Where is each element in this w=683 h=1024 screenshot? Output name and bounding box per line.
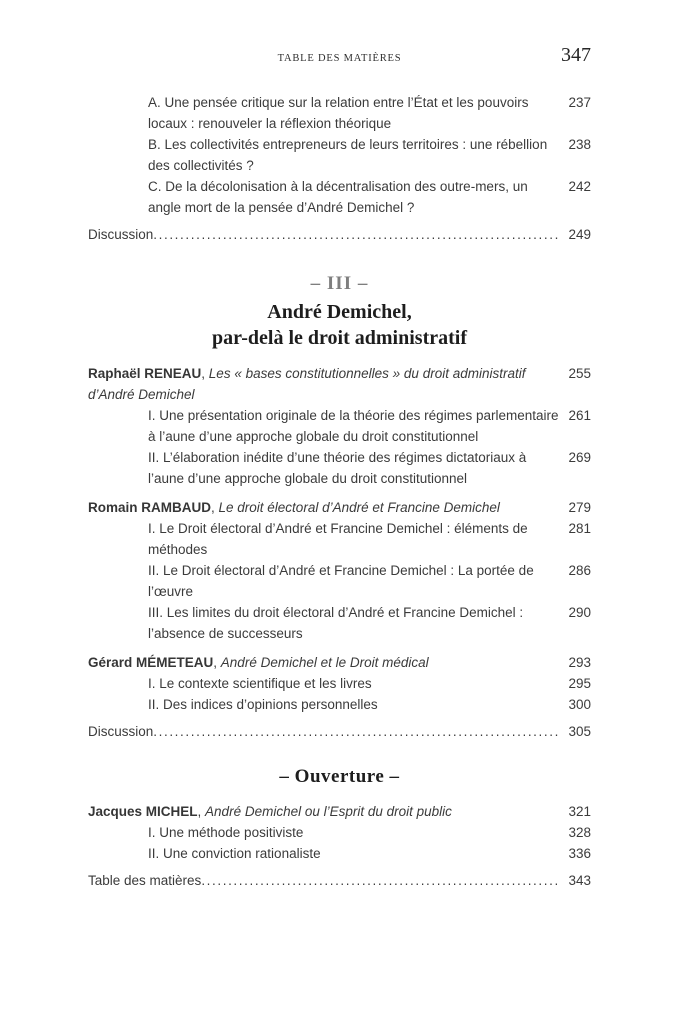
part-title-line: par-delà le droit administratif <box>212 327 467 349</box>
toc-author-name: Gérard MÉMETEAU <box>88 655 214 670</box>
toc-entry <box>88 822 591 843</box>
toc-entry-text: C. De la décolonisation à la décentralisation des outre-mers, un angle mort de la pensée d’André Demichel ? <box>148 179 528 215</box>
toc-entry <box>88 870 591 891</box>
running-title: TABLE DES MATIÈRES <box>277 53 402 64</box>
toc-entry-text: II. L’élaboration inédite d’une théorie des régimes dictatoriaux à l’aune d’une approche globale du droit constitutionnel <box>148 450 527 486</box>
toc-entry-text: Gérard MÉMETEAU, André Demichel et le Droit médical <box>88 655 429 670</box>
part-heading <box>88 273 591 351</box>
toc-entry-page-number: 328 <box>568 825 591 840</box>
toc-entry <box>88 224 591 245</box>
toc-entry-text: Jacques MICHEL, André Demichel ou l’Esprit du droit public <box>88 804 452 819</box>
toc-author-name: Romain RAMBAUD <box>88 500 211 515</box>
toc-work-title: Le droit électoral d’André et Francine Demichel <box>218 500 500 515</box>
toc-entry-page-number: 269 <box>568 450 591 465</box>
toc-entry-page-number: 279 <box>568 500 591 515</box>
toc-work-title: Les « bases constitutionnelles » du droit administratif d’André Demichel <box>88 366 526 402</box>
toc-entry-page-number: 300 <box>568 697 591 712</box>
toc-entry-page-number: 281 <box>568 521 591 536</box>
dot-leader <box>201 870 561 891</box>
toc-entry-text: Table des matières <box>88 873 202 888</box>
table-of-contents <box>88 92 591 891</box>
toc-entry <box>88 497 591 518</box>
toc-entry-page-number: 290 <box>568 605 591 620</box>
toc-work-title: André Demichel ou l’Esprit du droit public <box>205 804 452 819</box>
toc-entry <box>88 176 591 218</box>
toc-entry-text: I. Une méthode positiviste <box>148 825 304 840</box>
part-title-line: André Demichel, <box>267 301 412 323</box>
toc-entry-page-number: 238 <box>568 137 591 152</box>
toc-entry-text: I. Le contexte scientifique et les livres <box>148 676 372 691</box>
toc-entry <box>88 652 591 673</box>
toc-entry-text: B. Les collectivités entrepreneurs de leurs territoires : une rébellion des collectivités ? <box>148 137 548 173</box>
toc-entry-page-number: 336 <box>568 846 591 861</box>
toc-entry-text: Raphaël RENEAU, Les « bases constitutionnelles » du droit administratif d’André Demichel <box>88 366 526 402</box>
toc-entry-page-number: 295 <box>568 676 591 691</box>
toc-work-title: André Demichel et le Droit médical <box>220 655 429 670</box>
section-heading: – Ouverture – <box>279 766 400 787</box>
part-number: – III – <box>310 273 369 294</box>
toc-entry-text: I. Une présentation originale de la théorie des régimes parlementaire à l’aune d’une approche globale du droit constitutionnel <box>148 408 559 444</box>
dot-leader <box>153 224 561 245</box>
toc-entry <box>88 363 591 405</box>
toc-entry-page-number: 242 <box>568 179 591 194</box>
toc-entry-page-number: 249 <box>568 227 591 242</box>
toc-entry-page-number: 305 <box>568 724 591 739</box>
toc-entry <box>88 405 591 447</box>
toc-entry-page-number: 261 <box>568 408 591 423</box>
page-header <box>88 44 591 70</box>
toc-entry-text: Romain RAMBAUD, Le droit électoral d’André et Francine Demichel <box>88 500 500 515</box>
toc-entry <box>88 801 591 822</box>
toc-entry-page-number: 237 <box>568 95 591 110</box>
toc-entry-text: Discussion <box>88 227 154 242</box>
toc-entry <box>88 518 591 560</box>
toc-entry-page-number: 321 <box>568 804 591 819</box>
page-number: 347 <box>561 44 591 66</box>
toc-entry-page-number: 343 <box>568 873 591 888</box>
toc-entry <box>88 843 591 864</box>
toc-entry <box>88 447 591 489</box>
toc-entry <box>88 134 591 176</box>
toc-entry <box>88 721 591 742</box>
toc-author-name: Raphaël RENEAU <box>88 366 202 381</box>
toc-entry-text: III. Les limites du droit électoral d’André et Francine Demichel : l’absence de successeurs <box>148 605 524 641</box>
toc-entry-page-number: 255 <box>568 366 591 381</box>
toc-entry-text: Discussion <box>88 724 154 739</box>
dot-leader <box>153 721 561 742</box>
toc-entry <box>88 673 591 694</box>
toc-entry-page-number: 293 <box>568 655 591 670</box>
toc-entry <box>88 92 591 134</box>
toc-entry-text: II. Une conviction rationaliste <box>148 846 321 861</box>
toc-entry-page-number: 286 <box>568 563 591 578</box>
toc-author-name: Jacques MICHEL <box>88 804 198 819</box>
toc-entry-text: II. Le Droit électoral d’André et Francine Demichel : La portée de l’œuvre <box>148 563 534 599</box>
toc-entry-text: II. Des indices d’opinions personnelles <box>148 697 378 712</box>
toc-entry <box>88 602 591 644</box>
toc-entry-text: A. Une pensée critique sur la relation entre l’État et les pouvoirs locaux : renouveler la réflexion théorique <box>148 95 529 131</box>
toc-entry-text: I. Le Droit électoral d’André et Francine Demichel : éléments de méthodes <box>148 521 528 557</box>
toc-entry <box>88 694 591 715</box>
toc-entry <box>88 560 591 602</box>
